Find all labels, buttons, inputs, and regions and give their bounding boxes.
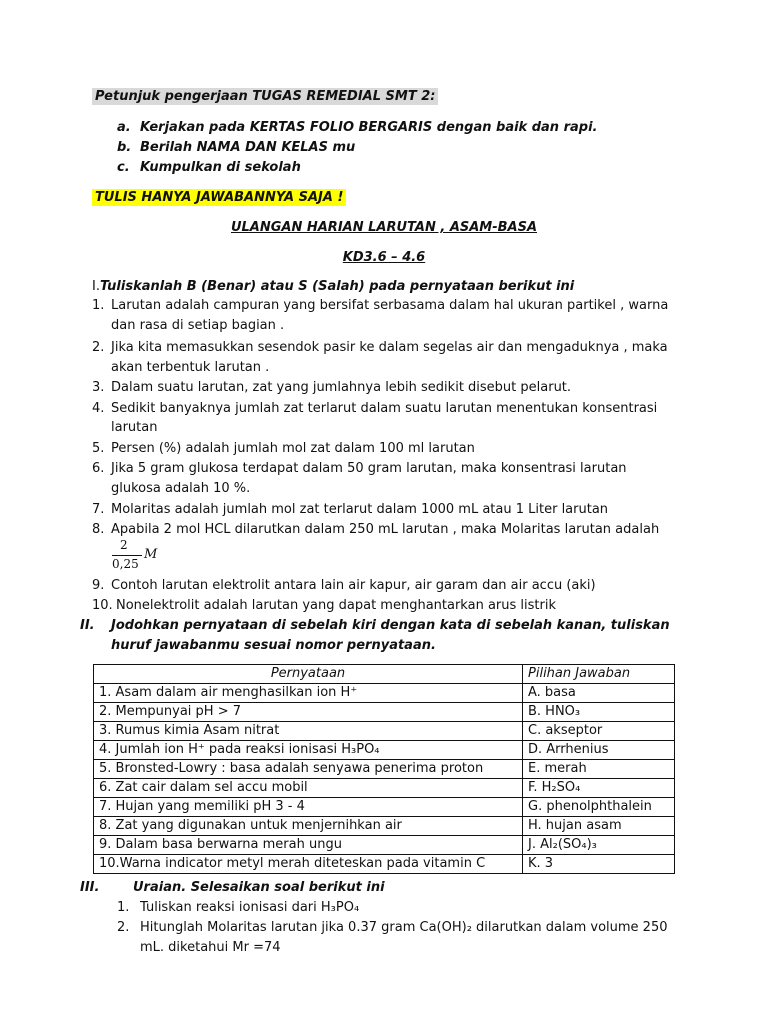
answer-cell: A. basa bbox=[523, 684, 675, 703]
s1-item-8-line1: Apabila 2 mol HCL dilarutkan dalam 250 mL larutan , maka Molaritas larutan adalah bbox=[111, 522, 660, 537]
section1-heading-text: Tuliskanlah B (Benar) atau S (Salah) pada pernyataan berikut ini bbox=[99, 279, 575, 294]
table-row bbox=[94, 741, 675, 760]
table-row bbox=[94, 760, 675, 779]
statement-cell: 6. Zat cair dalam sel accu mobil bbox=[94, 779, 523, 798]
s1-item-1-number: 1. bbox=[92, 298, 105, 313]
statement-cell: 1. Asam dalam air menghasilkan ion H⁺ bbox=[94, 684, 523, 703]
section3-prefix: III. bbox=[80, 880, 100, 895]
s1-item-10-line1: Nonelektrolit adalah larutan yang dapat menghantarkan arus listrik bbox=[116, 598, 556, 613]
table-row bbox=[94, 798, 675, 817]
statement-cell: 9. Dalam basa berwarna merah ungu bbox=[94, 836, 523, 855]
s1-item-4-line1: Sedikit banyaknya jumlah zat terlarut dalam suatu larutan menentukan konsentrasi bbox=[111, 401, 658, 416]
statement-cell: 5. Bronsted-Lowry : basa adalah senyawa penerima proton bbox=[94, 760, 523, 779]
instructions-title-text: Petunjuk pengerjaan TUGAS REMEDIAL SMT 2: bbox=[92, 88, 438, 105]
answer-cell: J. Al₂(SO₄)₃ bbox=[523, 836, 675, 855]
statement-cell: 8. Zat yang digunakan untuk menjernihkan air bbox=[94, 817, 523, 836]
table-row bbox=[94, 836, 675, 855]
matching-table bbox=[93, 664, 675, 874]
table-row bbox=[94, 779, 675, 798]
s1-item-2-number: 2. bbox=[92, 340, 105, 355]
s1-item-9-number: 9. bbox=[92, 578, 105, 593]
s3-item-1-line1: Tuliskan reaksi ionisasi dari H₃PO₄ bbox=[140, 900, 360, 915]
fraction-bar bbox=[112, 555, 142, 556]
s1-item-10-number: 10. bbox=[92, 598, 113, 613]
instruction-c-text: Kumpulkan di sekolah bbox=[140, 160, 301, 175]
instruction-c-marker: c. bbox=[117, 160, 130, 175]
s1-item-5-line1: Persen (%) adalah jumlah mol zat dalam 100 ml larutan bbox=[111, 441, 475, 456]
answer-cell: F. H₂SO₄ bbox=[523, 779, 675, 798]
statement-cell: 2. Mempunyai pH > 7 bbox=[94, 703, 523, 722]
s1-item-4-number: 4. bbox=[92, 401, 105, 416]
statement-cell: 10.Warna indicator metyl merah diteteskan pada vitamin C bbox=[94, 855, 523, 874]
instructions-title bbox=[92, 89, 438, 105]
kd-code: KD3.6 – 4.6 bbox=[342, 250, 426, 265]
answer-cell: K. 3 bbox=[523, 855, 675, 874]
s3-item-2-line1: Hitunglah Molaritas larutan jika 0.37 gram Ca(OH)₂ dilarutkan dalam volume 250 bbox=[140, 920, 668, 935]
instruction-b-text: Berilah NAMA DAN KELAS mu bbox=[140, 140, 356, 155]
statement-cell: 4. Jumlah ion H⁺ pada reaksi ionisasi H₃PO₄ bbox=[94, 741, 523, 760]
statement-cell: 3. Rumus kimia Asam nitrat bbox=[94, 722, 523, 741]
fraction-numerator: 2 bbox=[120, 538, 128, 552]
s1-item-1-line2: dan rasa di setiap bagian . bbox=[111, 318, 285, 333]
statement-cell: 7. Hujan yang memiliki pH 3 - 4 bbox=[94, 798, 523, 817]
table-header-answer: Pilihan Jawaban bbox=[523, 665, 675, 684]
section2-heading-line1: Jodohkan pernyataan di sebelah kiri dengan kata di sebelah kanan, tuliskan bbox=[111, 618, 670, 633]
table-row bbox=[94, 722, 675, 741]
s1-item-8-number: 8. bbox=[92, 522, 105, 537]
s1-item-1-line1: Larutan adalah campuran yang bersifat serbasama dalam hal ukuran partikel , warna bbox=[111, 298, 669, 313]
section2-prefix: II. bbox=[80, 618, 95, 633]
s1-item-5-number: 5. bbox=[92, 441, 105, 456]
table-row bbox=[94, 817, 675, 836]
section1-heading bbox=[92, 279, 574, 295]
answer-cell: D. Arrhenius bbox=[523, 741, 675, 760]
section3-heading: Uraian. Selesaikan soal berikut ini bbox=[133, 880, 385, 895]
answer-only-note-text: TULIS HANYA JAWABANNYA SAJA ! bbox=[92, 189, 346, 206]
s1-item-4-line2: larutan bbox=[111, 420, 158, 435]
table-row bbox=[94, 684, 675, 703]
s3-item-1-number: 1. bbox=[117, 900, 130, 915]
table-header-statement: Pernyataan bbox=[94, 665, 523, 684]
s1-item-2-line1: Jika kita memasukkan sesendok pasir ke dalam segelas air dan mengaduknya , maka bbox=[111, 340, 668, 355]
table-row bbox=[94, 855, 675, 874]
instruction-b-marker: b. bbox=[117, 140, 132, 155]
answer-cell: C. akseptor bbox=[523, 722, 675, 741]
answer-only-note bbox=[92, 190, 346, 206]
s1-item-9-line1: Contoh larutan elektrolit antara lain air kapur, air garam dan air accu (aki) bbox=[111, 578, 596, 593]
answer-cell: G. phenolphthalein bbox=[523, 798, 675, 817]
s1-item-7-line1: Molaritas adalah jumlah mol zat terlarut dalam 1000 mL atau 1 Liter larutan bbox=[111, 502, 609, 517]
s1-item-6-line2: glukosa adalah 10 %. bbox=[111, 481, 251, 496]
table-row bbox=[94, 703, 675, 722]
fraction-denominator: 0,25 bbox=[112, 557, 139, 571]
fraction-unit: M bbox=[144, 547, 158, 562]
answer-cell: E. merah bbox=[523, 760, 675, 779]
section2-heading-line2: huruf jawabanmu sesuai nomor pernyataan. bbox=[111, 638, 436, 653]
answer-cell: B. HNO₃ bbox=[523, 703, 675, 722]
s1-item-2-line2: akan terbentuk larutan . bbox=[111, 360, 270, 375]
table-header-row bbox=[94, 665, 675, 684]
s1-item-7-number: 7. bbox=[92, 502, 105, 517]
molarity-fraction bbox=[112, 538, 162, 574]
s1-item-6-line1: Jika 5 gram glukosa terdapat dalam 50 gram larutan, maka konsentrasi larutan bbox=[111, 461, 627, 476]
s1-item-3-line1: Dalam suatu larutan, zat yang jumlahnya lebih sedikit disebut pelarut. bbox=[111, 380, 572, 395]
exam-title: ULANGAN HARIAN LARUTAN , ASAM-BASA bbox=[230, 220, 538, 235]
answer-cell: H. hujan asam bbox=[523, 817, 675, 836]
instruction-a-text: Kerjakan pada KERTAS FOLIO BERGARIS dengan baik dan rapi. bbox=[140, 120, 598, 135]
section1-prefix: I. bbox=[92, 279, 100, 294]
instruction-a-marker: a. bbox=[117, 120, 131, 135]
s3-item-2-line2: mL. diketahui Mr =74 bbox=[140, 940, 281, 955]
s1-item-3-number: 3. bbox=[92, 380, 105, 395]
s3-item-2-number: 2. bbox=[117, 920, 130, 935]
s1-item-6-number: 6. bbox=[92, 461, 105, 476]
